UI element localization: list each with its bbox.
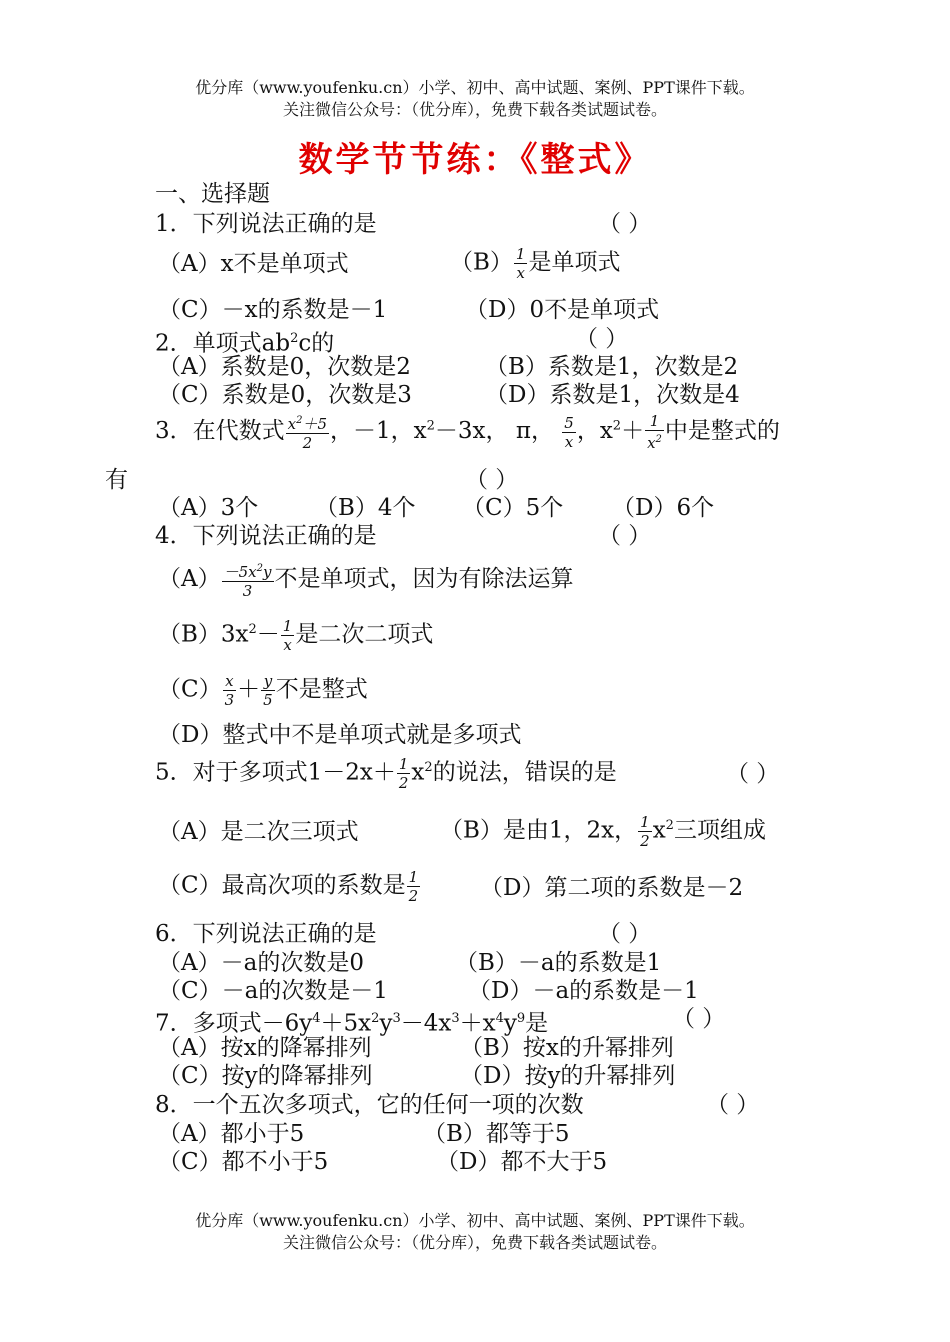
fraction	[514, 245, 528, 282]
q4-option-b-minus: －	[256, 621, 280, 648]
q5-option-c-text: （C）最高次项的系数是	[158, 872, 406, 899]
q3-stem-end: 中是整式的	[664, 418, 780, 444]
q8-answer-blank: （ ）	[706, 1092, 760, 1118]
q7-exp-5: 4	[495, 1011, 504, 1026]
q4-option-a-label: （A）	[158, 566, 221, 592]
numerator: y	[261, 672, 275, 691]
q5-option-b-a: （B）是由1，2x，	[440, 817, 638, 844]
q5-option-b	[440, 812, 766, 850]
q4-option-b-text: 是二次二项式	[295, 621, 434, 648]
q3-stem-a: 3．在代数式	[155, 418, 285, 444]
fraction	[562, 414, 576, 451]
q6-answer-blank: （ ）	[598, 921, 652, 947]
q2-answer-blank: （ ）	[575, 326, 629, 352]
q6-option-c: （C）－a的次数是－1	[158, 978, 388, 1004]
fraction	[286, 412, 329, 452]
numerator-sup: 2	[256, 563, 264, 574]
q2-option-d: （D）系数是1，次数是4	[485, 382, 740, 408]
q3-option-a: （A）3个	[158, 495, 259, 521]
q5-option-c	[158, 868, 421, 905]
q3-mid-a: ，－1，x	[330, 418, 427, 444]
denominator: 2	[408, 887, 419, 905]
q5-stem-a: 5．对于多项式1－2x＋	[155, 759, 396, 786]
denominator: 2	[640, 832, 650, 851]
q3-mid-d: ＋	[621, 418, 645, 444]
section-heading: 一、选择题	[155, 181, 270, 207]
fraction	[407, 868, 421, 905]
footer-line-2: 关注微信公众号：（优分库），免费下载各类试题试卷。	[282, 1233, 667, 1252]
q5-option-b-sup: 2	[665, 818, 674, 833]
q7-option-a: （A）按x的降幂排列	[158, 1035, 372, 1061]
denominator: x	[564, 432, 574, 451]
numerator-var: －5x	[223, 563, 257, 581]
denominator-sup: 2	[655, 434, 662, 445]
q8-stem: 8．一个五次多项式，它的任何一项的次数	[155, 1092, 584, 1118]
denominator: 2	[302, 434, 313, 452]
q4-option-d: （D）整式中不是单项式就是多项式	[158, 722, 522, 748]
q3-mid-b: －3x， π，	[434, 418, 562, 444]
numerator: 1	[515, 245, 526, 263]
denominator: 2	[398, 774, 409, 793]
fraction	[281, 617, 295, 654]
q4-option-c	[158, 672, 368, 709]
q2-option-b: （B）系数是1，次数是2	[485, 354, 739, 380]
q6-option-b: （B）－a的系数是1	[455, 950, 662, 976]
numerator-rest: y	[263, 563, 272, 581]
q3-answer-blank: （ ）	[465, 467, 519, 493]
q8-option-a: （A）都小于5	[158, 1121, 305, 1147]
q8-option-d: （D）都不大于5	[436, 1149, 608, 1175]
q4-stem: 4．下列说法正确的是	[155, 523, 377, 549]
q7-term-3: y	[379, 1010, 393, 1037]
q2-stem-sup: 2	[290, 331, 299, 346]
q7-term-6: y	[503, 1010, 517, 1037]
q3-option-d: （D）6个	[612, 495, 715, 521]
q5-option-d: （D）第二项的系数是－2	[480, 875, 744, 901]
q5-option-b-text: 三项组成	[673, 817, 766, 844]
numerator-rest: ＋5	[302, 415, 328, 433]
q4-option-a	[158, 560, 574, 600]
numerator	[222, 560, 274, 582]
q5-stem-c: 的说法，错误的是	[432, 759, 617, 786]
q3-stem	[155, 412, 780, 452]
numerator-sup: 2	[296, 415, 303, 426]
q4-option-b-a: （B）3x	[158, 621, 249, 648]
denominator: x	[516, 264, 525, 282]
q6-option-d: （D）－a的系数是－1	[468, 978, 699, 1004]
q4-option-c-text: 不是整式	[275, 676, 368, 703]
q7-term-1: 7．多项式－6y	[155, 1010, 313, 1037]
q7-option-d: （D）按y的升幂排列	[460, 1063, 676, 1089]
q6-option-a: （A）－a的次数是0	[158, 950, 364, 976]
footer-line-1: 优分库（www.youfenku.cn）小学、初中、高中试题、案例、PPT课件下载。	[195, 1211, 755, 1230]
q1-stem: 1．下列说法正确的是	[155, 211, 377, 237]
numerator: 1	[408, 868, 419, 886]
q7-stem	[155, 1005, 548, 1038]
q7-exp-2: 2	[371, 1011, 380, 1026]
q5-stem-sup: 2	[424, 760, 433, 775]
q5-stem	[155, 754, 617, 792]
q4-option-b	[158, 616, 433, 654]
denominator	[645, 431, 664, 452]
q1-option-a: （A）x不是单项式	[158, 251, 349, 277]
q7-answer-blank: （ ）	[672, 1006, 726, 1032]
q7-exp-4: 3	[451, 1011, 460, 1026]
q5-answer-blank: （ ）	[726, 761, 780, 787]
denominator: 3	[242, 582, 253, 600]
q2-stem-b: c的	[298, 330, 335, 357]
q1-option-c: （C）－x的系数是－1	[158, 297, 388, 323]
q2-option-c: （C）系数是0，次数是3	[158, 382, 412, 408]
q7-option-b: （B）按x的升幂排列	[460, 1035, 674, 1061]
q1-answer-blank: （ ）	[598, 211, 652, 237]
numerator: x	[223, 672, 237, 691]
numerator	[286, 412, 329, 434]
q3-option-b: （B）4个	[315, 495, 416, 521]
q3-option-c: （C）5个	[462, 495, 564, 521]
q7-term-4: －4x	[400, 1010, 452, 1037]
q7-exp-3: 3	[392, 1011, 401, 1026]
q1-option-b	[450, 245, 620, 282]
q8-option-c: （C）都不小于5	[158, 1149, 329, 1175]
q7-term-2: ＋5x	[320, 1010, 372, 1037]
q4-option-c-label: （C）	[158, 676, 222, 703]
denominator: 5	[263, 691, 273, 709]
header-line-1: 优分库（www.youfenku.cn）小学、初中、高中试题、案例、PPT课件下载。	[195, 78, 755, 97]
denominator: x	[283, 636, 292, 655]
fraction	[222, 560, 274, 600]
q1-option-d: （D）0不是单项式	[465, 297, 660, 323]
fraction	[223, 672, 237, 709]
q7-term-5: ＋x	[459, 1010, 496, 1037]
q3-stem-continuation: 有	[105, 467, 128, 493]
denominator-var: x	[647, 434, 656, 452]
denominator: 3	[224, 691, 235, 709]
q4-option-c-plus: ＋	[237, 676, 261, 703]
q8-option-b: （B）都等于5	[423, 1121, 570, 1147]
q5-option-a: （A）是二次三项式	[158, 819, 359, 845]
fraction	[261, 672, 275, 709]
numerator: 1	[640, 813, 650, 832]
page-title: 数学节节练：《整式》	[298, 140, 652, 180]
q3-mid-sup: 2	[426, 418, 435, 434]
q4-option-a-text: 不是单项式，因为有除法运算	[274, 566, 574, 592]
q2-stem-a: 2．单项式ab	[155, 330, 291, 357]
numerator-var: x	[287, 415, 297, 433]
q3-mid-c: ，x	[576, 418, 613, 444]
q7-exp-6: 9	[516, 1011, 526, 1026]
q7-exp-1: 4	[312, 1011, 321, 1026]
numerator: 5	[564, 413, 574, 432]
numerator: 1	[282, 617, 293, 636]
q1-option-b-label: （B）	[450, 249, 513, 276]
numerator: 1	[398, 755, 409, 774]
q4-option-b-sup: 2	[248, 622, 257, 637]
fraction	[638, 813, 652, 850]
q7-term-7: 是	[525, 1010, 549, 1037]
q6-stem: 6．下列说法正确的是	[155, 921, 377, 947]
fraction	[397, 755, 411, 792]
fraction	[645, 412, 664, 452]
q1-option-b-text: 是单项式	[528, 249, 621, 276]
q5-option-b-x: x	[652, 817, 666, 844]
q5-stem-b: x	[411, 759, 425, 786]
q2-option-a: （A）系数是0，次数是2	[158, 354, 411, 380]
q4-answer-blank: （ ）	[598, 523, 652, 549]
numerator: 1	[645, 412, 664, 431]
header-line-2: 关注微信公众号：（优分库），免费下载各类试题试卷。	[282, 100, 667, 119]
q7-option-c: （C）按y的降幂排列	[158, 1063, 373, 1089]
q3-mid-sup2: 2	[612, 418, 622, 434]
